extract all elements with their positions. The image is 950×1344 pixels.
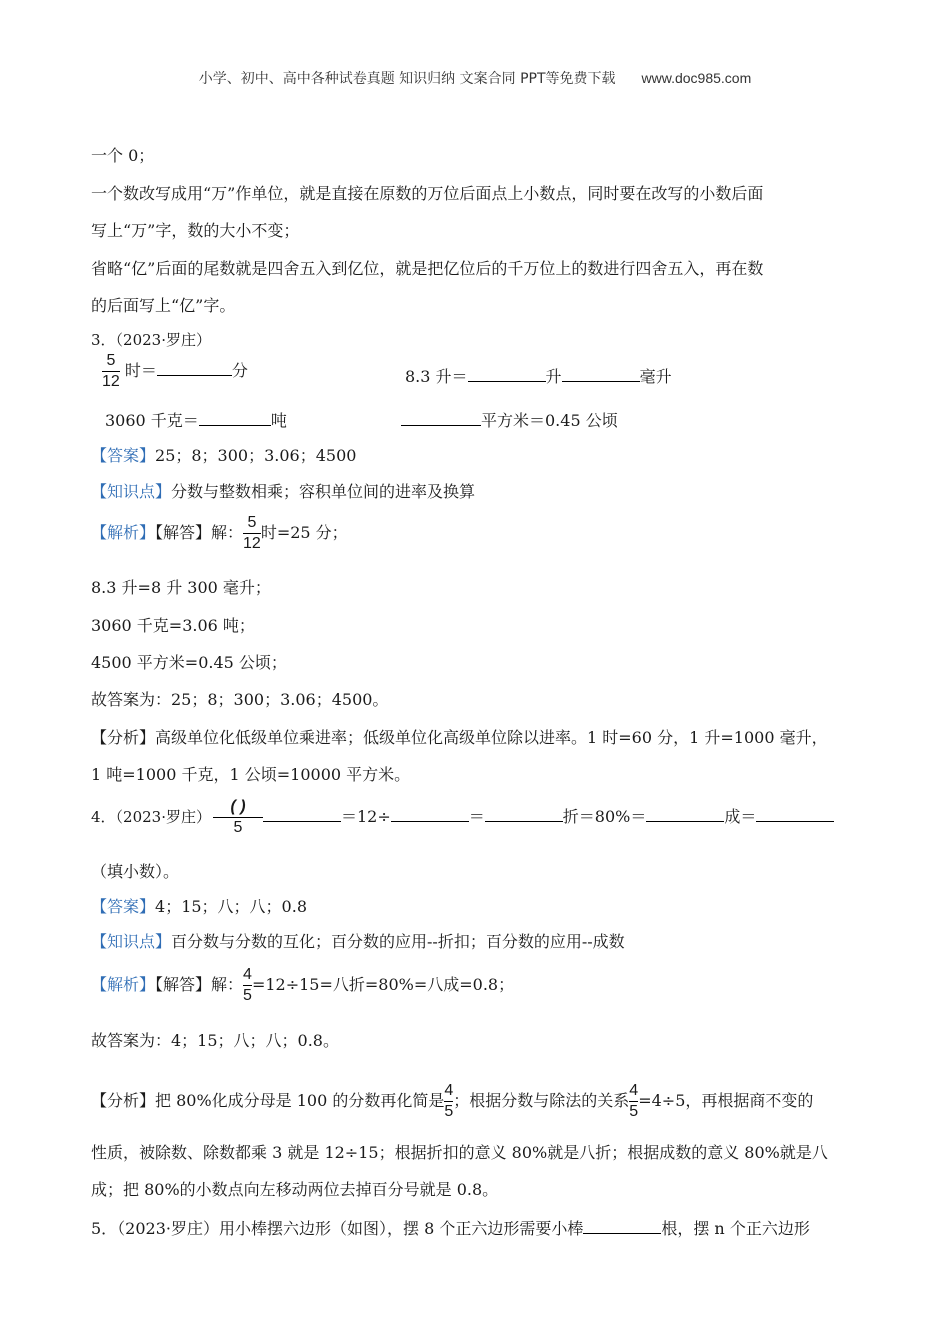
q4-step-2: 故答案为：4；15；八；八；0.8。 [91,1031,339,1050]
q3-analysis-2: 1 吨=1000 千克，1 公顷=10000 平方米。 [91,765,411,784]
q3-analysis-1: 【分析】高级单位化低级单位乘进率；低级单位化高级单位除以进率。1 时=60 分，1 升=1000 毫升， [91,728,828,747]
q4-analysis-fraction-2: $\frac{4}{5}$ [629,1082,639,1120]
q5-line-1: 5．（2023·罗庄）用小棒摆六边形（如图），摆 8 个正六边形需要小棒 根，摆 n 个正六边形 [91,1219,810,1238]
q3-part-3: 3060 千克＝ 吨 [105,411,287,430]
q3-step-3: 3060 千克=3.06 吨； [91,616,255,635]
intro-line-2: 一个数改写成用“万”作单位，就是直接在原数的万位后面点上小数点，同时要在改写的小数后面 [91,184,764,203]
q3-blank-5[interactable] [401,411,481,426]
q3-step-2: 8.3 升=8 升 300 毫升； [91,578,271,597]
q4-blank-2[interactable] [391,807,469,822]
q4-analysis-2: 性质，被除数、除数都乘 3 就是 12÷15；根据折扣的意义 80%就是八折；根据成数的意义 80%就是八 [91,1143,828,1162]
intro-line-5: 的后面写上“亿”字。 [91,296,236,315]
header-site[interactable]: www.doc985.com [641,70,752,86]
q3-step-5: 故答案为：25；8；300；3.06；4500。 [91,690,389,709]
q4-blank-3[interactable] [485,807,563,822]
q3-step-4: 4500 平方米=0.45 公顷； [91,653,287,672]
q4-solution-fraction: $\frac{4}{5}$ [243,966,252,1004]
q3-blank-4[interactable] [199,411,271,426]
q4-answer: 【答案】4；15；八；八；0.8 [91,897,308,916]
intro-line-1: 一个 0； [91,146,155,165]
q4-fraction: $\frac{( )}{5}$ [213,798,263,837]
intro-line-3: 写上“万”字，数的大小不变； [91,221,300,240]
q4-analysis-3: 成；把 80%的小数点向左移动两位去掉百分号就是 0.8。 [91,1180,499,1199]
q4-solution: 【解析】【解答】解： $\frac{4}{5}$ =12÷15=八折=80%=八成=0.8； [91,966,515,1004]
q4-blank-5[interactable] [756,807,834,822]
q3-blank-2[interactable] [468,367,546,382]
q3-knowledge-point: 【知识点】分数与整数相乘；容积单位间的进率及换算 [91,482,476,501]
q3-blank-3[interactable] [562,367,640,382]
q4-blank-4[interactable] [646,807,724,822]
q4-analysis-fraction-1: $\frac{4}{5}$ [444,1082,454,1120]
q4-blank-1[interactable] [263,807,341,822]
header-text: 小学、初中、高中各种试卷真题 知识归纳 文案合同 PPT等免费下载 [198,71,616,87]
q4-analysis-1: 【分析】把 80%化成分母是 100 的分数再化简是 $\frac{4}{5}$ ；根据分数与除法的关系 $\frac{4}{5}$ =4÷5，再根据商不变的 [91,1082,814,1120]
q3-solution-fraction: $\frac{5}{12}$ [243,514,261,552]
q3-part-4: 平方米＝0.45 公顷 [401,411,618,431]
intro-line-4: 省略“亿”后面的尾数就是四舍五入到亿位，就是把亿位后的千万位上的数进行四舍五入，再在数 [91,259,764,278]
q3-answer: 【答案】25；8；300；3.06；4500 [91,446,357,465]
q4-line-1: 4．（2023·罗庄） $\frac{( )}{5}$ ＝12÷ ＝ 折＝80%＝ 成＝ [91,798,834,837]
q3-blank-1[interactable] [157,361,232,376]
q5-blank-1[interactable] [583,1219,661,1234]
q4-fill-note: （填小数）。 [91,862,180,881]
q3-number: 3．（2023·罗庄） [91,331,211,349]
page-header [0,68,950,89]
q3-fraction: $\frac{5}{12}$ [102,352,120,390]
q3-part-2: 8.3 升＝ 升 毫升 [405,367,672,386]
q3-part-1: $\frac{5}{12}$ 时＝ 分 [102,352,248,390]
q3-solution: 【解析】【解答】解： $\frac{5}{12}$ 时=25 分； [91,514,348,552]
q4-knowledge-point: 【知识点】百分数与分数的互化；百分数的应用--折扣；百分数的应用--成数 [91,932,625,951]
